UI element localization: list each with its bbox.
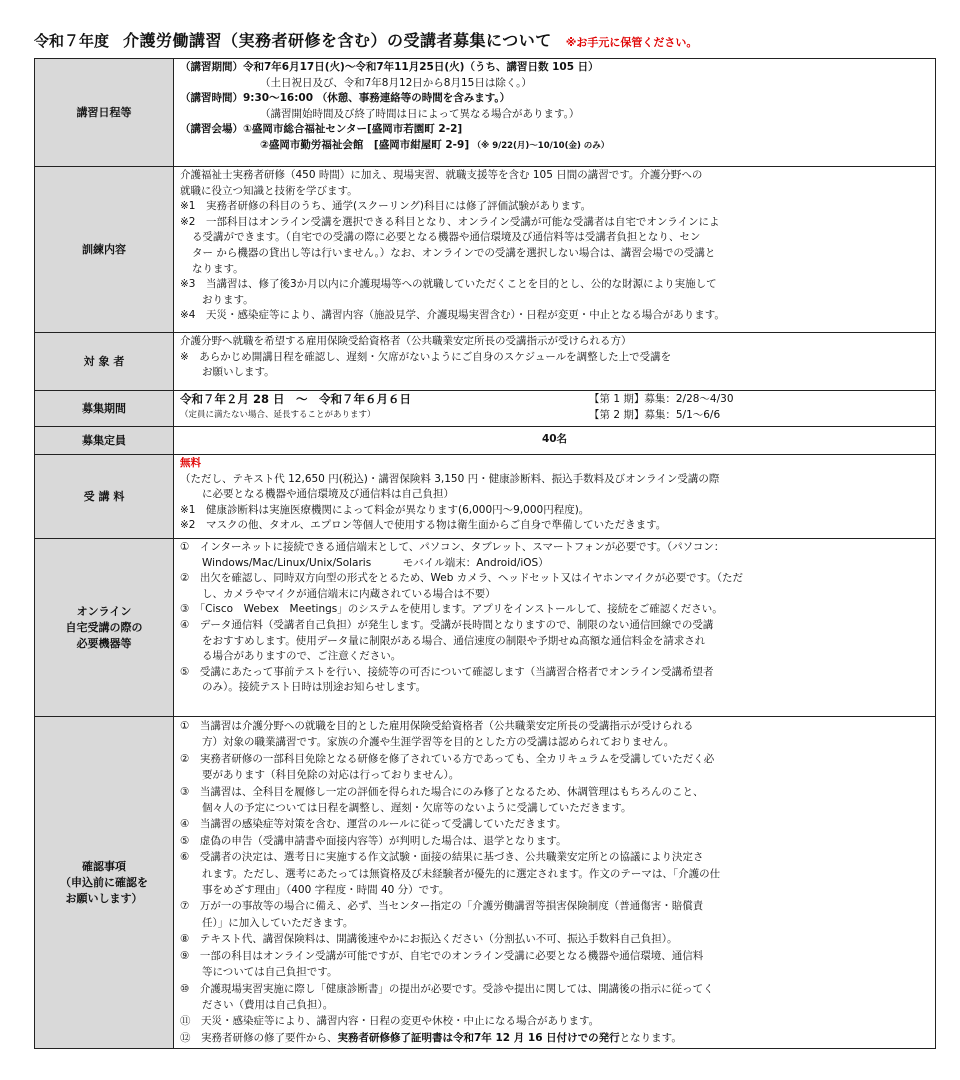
online-line: ③ 「Cisco Webex Meetings」のシステムを使用します。アプリをインストールして、接続をご確認ください。 (180, 603, 723, 616)
target-line: お願いします。 (202, 366, 275, 379)
confirm-line: ① 当講習は介護分野への就職を目的とした雇用保険受給資格者（公共職業安定所長の受講指示が受けられる (180, 720, 694, 732)
label-capacity: 募集定員 (35, 427, 174, 455)
online-line: をおすすめします。使用データ量に制限がある場合、通信速度の制限や予期せぬ高額な通信料金を請求され (202, 634, 706, 647)
confirm-last-line (180, 1030, 929, 1046)
confirm-line: ③ 当講習は、全科目を履修し一定の評価を得られた場合にのみ修了となるため、休調管理はもちろんのこと、 (180, 785, 704, 798)
confirm-line: 等については自己負担です。 (202, 966, 338, 979)
confirm-line: 要があります（科目免除の対応は行っておりません）。 (202, 769, 460, 782)
content-online (174, 539, 936, 717)
confirm-line: 任）」に加入していただきます。 (202, 916, 354, 929)
content-confirm (174, 717, 936, 1049)
content-target (174, 333, 936, 391)
venue-2-name: ②盛岡市勤労福祉会館 [盛岡市紺屋町 2-9] (260, 138, 470, 151)
row-capacity (35, 427, 936, 455)
row-confirm (35, 717, 936, 1049)
training-line: 介護福祉士実務者研修（450 時間）に加え、現場実習、就職支援等を含む 105 日間の講習です。介護分野への (180, 169, 703, 181)
online-line: ④ データ通信料（受講者自己負担）が発生します。受講が長時間となりますので、制限のない通信回線での受講 (180, 618, 714, 631)
online-line: ⑤ 受講にあたって事前テストを行い、接続等の可否について確認します（当講習合格者でオンライン受講希望者 (180, 665, 714, 678)
keep-note: ※お手元に保管ください。 (565, 36, 698, 49)
confirm-last-pre: ⑫ 実務者研修の修了要件から、 (180, 1031, 338, 1044)
label-target: 対 象 者 (35, 333, 174, 391)
confirm-line: ⑥ 受講者の決定は、選考日に実施する作文試験・面接の結果に基づき、公共職業安定所との協議により決定さ (180, 851, 704, 864)
target-line: 介護分野へ就職を希望する雇用保険受給資格者（公共職業安定所長の受講指示が受けられる方） (180, 335, 632, 347)
confirm-last-post: となります。 (619, 1031, 682, 1044)
label-fee: 受 講 料 (35, 455, 174, 539)
row-online (35, 539, 936, 717)
content-recruit (174, 391, 936, 427)
confirm-line: ⑤ 虚偽の申告（受講申請書や面接内容等）が判明した場合は、退学となります。 (180, 834, 567, 847)
training-line: 就職に役立つ知識と技術を学びます。 (180, 184, 358, 197)
recruit-row-2 (180, 408, 929, 424)
confirm-line: 事をめざす理由」（400 字程度・時間 40 分）です。 (202, 884, 450, 897)
document-header (34, 28, 944, 58)
capacity-value: 40名 (174, 427, 936, 455)
schedule-venue-2 (180, 138, 929, 155)
row-fee (35, 455, 936, 539)
content-schedule (174, 59, 936, 167)
confirm-line: ⑨ 一部の科目はオンライン受講が可能ですが、自宅でのオンライン受講に必要となる機器や通信環境、通信料 (180, 949, 704, 962)
training-line: なります。 (192, 262, 244, 275)
label-confirm (35, 717, 174, 1049)
header-year: 令和７年度 (34, 32, 110, 50)
confirm-line: ② 実務者研修の一部科目免除となる研修を修了されている方であっても、全カリキュラムを受講していただく必 (180, 752, 715, 765)
row-target (35, 333, 936, 391)
certificate-date-note: 実務者研修修了証明書は令和7年 12 月 16 日付けでの発行 (337, 1031, 620, 1044)
online-line: Windows/Mac/Linux/Unix/Solaris モバイル端末：Android/iOS） (202, 556, 549, 569)
content-training (174, 167, 936, 333)
label-confirm-3: お願いします） (65, 891, 143, 905)
online-line: る場合がありますので、ご注意ください。 (202, 650, 402, 663)
label-online-1: オンライン (76, 604, 132, 618)
confirm-line: ださい（費用は自己負担）。 (202, 998, 334, 1011)
confirm-line: ⑧ テキスト代、講習保険料は、開講後速やかにお振込ください（分割払い不可、振込手数料自己負担）。 (180, 933, 678, 946)
row-recruit (35, 391, 936, 427)
training-line: ター から機器の貸出し等は行いません。）なお、オンラインでの受講を選択しない場合は、講習会場での受講と (192, 246, 716, 259)
recruit-phase-2: 【第 2 期】募集：5/1～6/6 (589, 408, 721, 421)
recruit-phase-1: 【第 1 期】募集：2/28～4/30 (589, 393, 734, 405)
confirm-line: れます。ただし、選考にあたっては無資格及び未経験者が優先的に選定されます。作文のテーマは、「介護の仕 (202, 867, 721, 880)
confirm-line: ⑪ 天災・感染症等により、講習内容・日程の変更や休校・中止になる場合があります。 (180, 1015, 600, 1028)
training-line: ※4 天災・感染症等により、講習内容（施設見学、介護現場実習含む）・日程が変更・中止となる場合があります。 (180, 309, 725, 322)
schedule-exclusion: （土日祝日及び、令和7年8月12日から8月15日は除く。） (260, 76, 532, 89)
label-recruit: 募集期間 (35, 391, 174, 427)
label-online (35, 539, 174, 717)
recruit-extension-note: （定員に満たない場合、延長することがあります） (180, 409, 376, 420)
label-confirm-1: 確認事項 (82, 859, 126, 873)
fee-line: に必要となる機器や通信環境及び通信料は自己負担） (202, 488, 454, 501)
training-line: おります。 (202, 293, 254, 306)
training-line: ※3 当講習は、修了後3か月以内に介護現場等への就職していただくことを目的とし、公的な財源により実施して (180, 278, 717, 291)
schedule-period: （講習期間）令和7年6月17日(火)～令和7年11月25日(火)（うち、講習日数 105 日） (180, 61, 599, 73)
label-confirm-2: （申込前に確認を (60, 875, 148, 889)
fee-free: 無料 (180, 457, 201, 469)
row-schedule (35, 59, 936, 167)
fee-line: （ただし、テキスト代 12,650 円(税込)・講習保険料 3,150 円・健康診断料、振込手数料及びオンライン受講の際 (180, 472, 720, 485)
label-training: 訓練内容 (35, 167, 174, 333)
confirm-line: ⑦ 万が一の事故等の場合に備え、必ず、当センター指定の「介護労働講習等損害保険制度（普通傷害・賠償責 (180, 900, 704, 913)
confirm-line: 個々人の予定については日程を調整し、遅刻・欠席等のないように受講していただきます。 (202, 802, 632, 815)
online-line: のみ）。接続テスト日時は別途お知らせします。 (202, 681, 427, 694)
schedule-venue-1: （講習会場）①盛岡市総合福祉センター[盛岡市若園町 2-2] (180, 123, 463, 136)
online-line: し、カメラやマイクが通信端末に内蔵されている場合は不要） (202, 587, 496, 600)
online-line: ① インターネットに接続できる通信端末として、パソコン、タブレット、スマートフォンが必要です。（パソコン： (180, 541, 725, 553)
target-line: ※ あらかじめ開講日程を確認し、遅刻・欠席がないようにご自身のスケジュールを調整した上で受講を (180, 350, 672, 363)
fee-line: ※2 マスクの他、タオル、エプロン等個人で使用する物は衛生面からご自身で準備していただきます。 (180, 519, 667, 532)
schedule-time: （講習時間）9:30～16:00 （休憩、事務連絡等の時間を含みます。） (180, 92, 511, 105)
content-fee (174, 455, 936, 539)
label-schedule: 講習日程等 (35, 59, 174, 167)
row-training (35, 167, 936, 333)
fee-line: ※1 健康診断料は実施医療機関によって料金が異なります(6,000円～9,000円程度)。 (180, 503, 590, 516)
venue-2-note: （※ 9/22(月)～10/10(金) のみ） (472, 140, 610, 151)
label-online-3: 必要機器等 (76, 636, 132, 650)
confirm-line: 方）対象の職業講習です。家族の介護や生涯学習等を目的とした方の受講は認められておりません。 (202, 736, 675, 749)
schedule-time-note: （講習開始時間及び終了時間は日によって異なる場合があります。） (260, 107, 580, 120)
info-table (34, 58, 936, 1049)
online-line: ② 出欠を確認し、同時双方向型の形式をとるため、Web カメラ、ヘッドセット又はイヤホンマイクが必要です。（ただ (180, 572, 744, 585)
recruit-row-1 (180, 392, 929, 408)
confirm-line: ④ 当講習の感染症等対策を含む、運営のルールに従って受講していただきます。 (180, 818, 567, 831)
document-title: 介護労働講習（実務者研修を含む）の受講者募集について (123, 31, 552, 50)
training-line: る受講ができます。（自宅での受講の際に必要となる機器や通信環境及び通信料等は受講者負担となり、セン (192, 231, 701, 244)
recruit-period: 令和７年２月 28 日 ～ 令和７年６月６日 (180, 392, 412, 406)
training-line: ※1 実務者研修の科目のうち、通学(スクーリング)科目には修了評価試験があります。 (180, 200, 592, 213)
training-line: ※2 一部科目はオンライン受講を選択できる科目となり、オンライン受講が可能な受講者は自宅でオンラインによ (180, 215, 720, 228)
label-online-2: 自宅受講の際の (65, 620, 143, 634)
confirm-line: ⑩ 介護現場実習実施に際し「健康診断書」の提出が必要です。受診や提出に関しては、開講後の指示に従ってく (180, 982, 714, 995)
